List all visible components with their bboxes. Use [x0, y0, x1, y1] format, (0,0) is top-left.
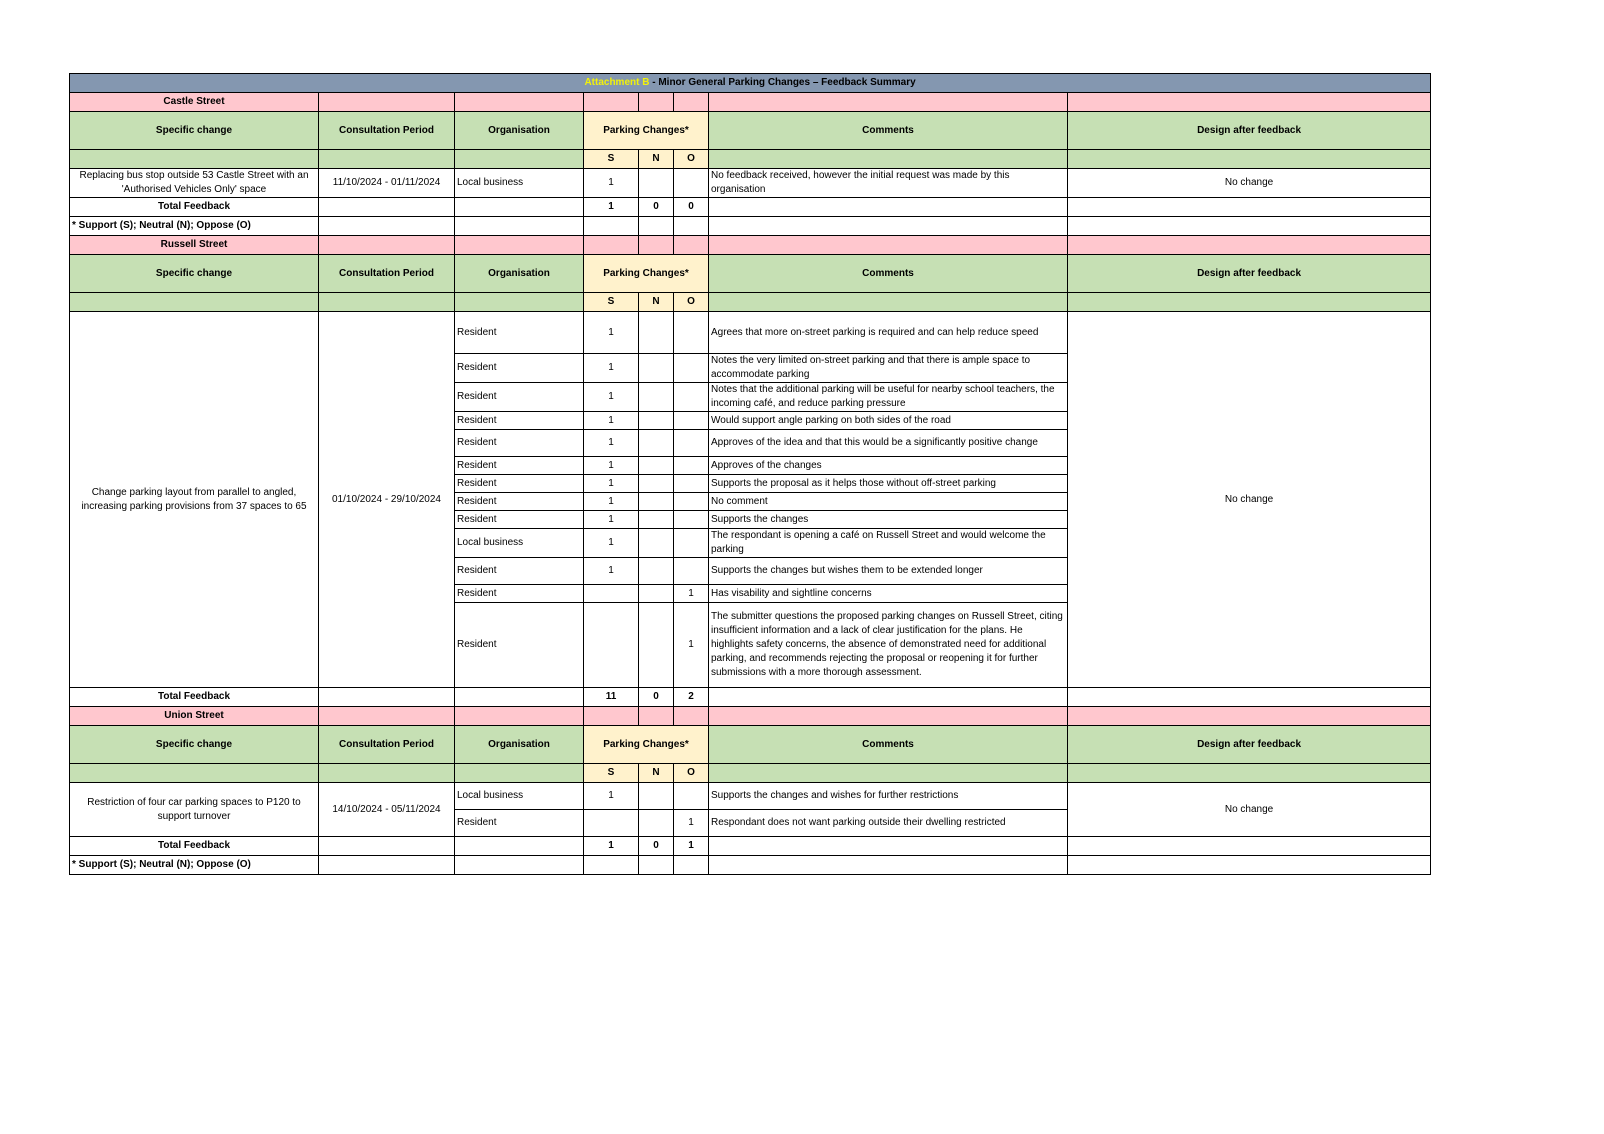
empty-cell: [709, 837, 1068, 856]
header-oppose: O: [674, 764, 709, 783]
header-support: S: [584, 764, 639, 783]
organisation-cell: Resident: [455, 412, 584, 430]
empty-cell: [639, 93, 674, 112]
empty-cell: [70, 764, 319, 783]
header-organisation: Organisation: [455, 112, 584, 150]
comment-cell: Supports the proposal as it helps those without off-street parking: [709, 475, 1068, 493]
organisation-cell: Resident: [455, 457, 584, 475]
legend-note: * Support (S); Neutral (N); Oppose (O): [70, 856, 319, 875]
neutral-count: [639, 430, 674, 457]
comment-cell: Approves of the changes: [709, 457, 1068, 475]
empty-cell: [319, 688, 455, 707]
design-after-feedback-cell: No change: [1068, 169, 1431, 198]
empty-cell: [455, 764, 584, 783]
empty-cell: [1068, 764, 1431, 783]
empty-cell: [1068, 856, 1431, 875]
empty-cell: [1068, 707, 1431, 726]
total-neutral: 0: [639, 837, 674, 856]
support-count: 1: [584, 312, 639, 354]
empty-cell: [1068, 236, 1431, 255]
empty-cell: [709, 707, 1068, 726]
sno-header-row: [70, 150, 1431, 169]
support-count: 1: [584, 783, 639, 810]
neutral-count: [639, 511, 674, 529]
neutral-count: [639, 475, 674, 493]
empty-cell: [70, 293, 319, 312]
comment-cell: No feedback received, however the initial request was made by this organisation: [709, 169, 1068, 198]
page-title: [70, 74, 1431, 93]
feedback-row: [70, 783, 1431, 810]
comment-cell: The submitter questions the proposed parking changes on Russell Street, citing insufficient information and a lack of clear justification for the plans. He highlights safety concerns, the absence of demonstrated need for additional parking, and recommends rejecting the proposal or reopening it for further submissions with a more thorough assessment.: [709, 603, 1068, 688]
empty-cell: [1068, 198, 1431, 217]
organisation-cell: Resident: [455, 475, 584, 493]
empty-cell: [455, 837, 584, 856]
neutral-count: [639, 312, 674, 354]
empty-cell: [674, 707, 709, 726]
comment-cell: Approves of the idea and that this would be a significantly positive change: [709, 430, 1068, 457]
total-support: 1: [584, 837, 639, 856]
empty-cell: [1068, 837, 1431, 856]
column-header-row: [70, 726, 1431, 764]
organisation-cell: Resident: [455, 354, 584, 383]
organisation-cell: Resident: [455, 810, 584, 837]
neutral-count: [639, 383, 674, 412]
total-feedback-label: Total Feedback: [70, 688, 319, 707]
feedback-row: [70, 169, 1431, 198]
support-count: 1: [584, 457, 639, 475]
empty-cell: [455, 217, 584, 236]
header-design-after-feedback: Design after feedback: [1068, 255, 1431, 293]
comment-cell: No comment: [709, 493, 1068, 511]
empty-cell: [1068, 150, 1431, 169]
support-count: [584, 810, 639, 837]
oppose-count: 1: [674, 810, 709, 837]
header-parking-changes: Parking Changes*: [584, 112, 709, 150]
support-count: 1: [584, 383, 639, 412]
neutral-count: [639, 810, 674, 837]
consultation-period-cell: 11/10/2024 - 01/11/2024: [319, 169, 455, 198]
specific-change-cell: Replacing bus stop outside 53 Castle Street with an 'Authorised Vehicles Only' space: [70, 169, 319, 198]
header-specific-change: Specific change: [70, 112, 319, 150]
support-count: 1: [584, 412, 639, 430]
total-feedback-label: Total Feedback: [70, 837, 319, 856]
organisation-cell: Resident: [455, 603, 584, 688]
empty-cell: [455, 198, 584, 217]
total-oppose: 0: [674, 198, 709, 217]
empty-cell: [639, 217, 674, 236]
header-design-after-feedback: Design after feedback: [1068, 726, 1431, 764]
total-feedback-row: [70, 198, 1431, 217]
header-design-after-feedback: Design after feedback: [1068, 112, 1431, 150]
consultation-period-cell: 01/10/2024 - 29/10/2024: [319, 312, 455, 688]
total-feedback-row: [70, 688, 1431, 707]
header-neutral: N: [639, 293, 674, 312]
oppose-count: [674, 383, 709, 412]
oppose-count: [674, 493, 709, 511]
comment-cell: Respondant does not want parking outside their dwelling restricted: [709, 810, 1068, 837]
empty-cell: [319, 150, 455, 169]
support-count: 1: [584, 475, 639, 493]
empty-cell: [455, 707, 584, 726]
feedback-summary-table: [69, 73, 1431, 875]
design-after-feedback-cell: No change: [1068, 783, 1431, 837]
sno-header-row: [70, 764, 1431, 783]
empty-cell: [709, 217, 1068, 236]
header-parking-changes: Parking Changes*: [584, 255, 709, 293]
empty-cell: [584, 93, 639, 112]
empty-cell: [319, 293, 455, 312]
support-count: 1: [584, 430, 639, 457]
header-specific-change: Specific change: [70, 726, 319, 764]
comment-cell: Has visability and sightline concerns: [709, 585, 1068, 603]
header-neutral: N: [639, 764, 674, 783]
legend-note-row: [70, 856, 1431, 875]
oppose-count: [674, 412, 709, 430]
header-comments: Comments: [709, 255, 1068, 293]
organisation-cell: Local business: [455, 783, 584, 810]
empty-cell: [455, 856, 584, 875]
empty-cell: [709, 856, 1068, 875]
specific-change-cell: Change parking layout from parallel to angled, increasing parking provisions from 37 spaces to 65: [70, 312, 319, 688]
empty-cell: [319, 856, 455, 875]
oppose-count: [674, 783, 709, 810]
oppose-count: [674, 558, 709, 585]
organisation-cell: Resident: [455, 312, 584, 354]
oppose-count: [674, 475, 709, 493]
support-count: 1: [584, 169, 639, 198]
street-row: [70, 236, 1431, 255]
empty-cell: [674, 856, 709, 875]
empty-cell: [70, 150, 319, 169]
title-highlight: Attachment B: [584, 77, 650, 88]
empty-cell: [319, 837, 455, 856]
support-count: 1: [584, 511, 639, 529]
organisation-cell: Local business: [455, 529, 584, 558]
empty-cell: [709, 198, 1068, 217]
empty-cell: [319, 707, 455, 726]
header-organisation: Organisation: [455, 726, 584, 764]
header-specific-change: Specific change: [70, 255, 319, 293]
empty-cell: [319, 764, 455, 783]
comment-cell: Supports the changes and wishes for further restrictions: [709, 783, 1068, 810]
neutral-count: [639, 354, 674, 383]
street-name: Russell Street: [70, 236, 319, 255]
empty-cell: [1068, 217, 1431, 236]
empty-cell: [455, 236, 584, 255]
comment-cell: Supports the changes but wishes them to be extended longer: [709, 558, 1068, 585]
empty-cell: [319, 236, 455, 255]
feedback-row: [70, 312, 1431, 354]
oppose-count: 1: [674, 603, 709, 688]
empty-cell: [709, 150, 1068, 169]
neutral-count: [639, 169, 674, 198]
organisation-cell: Resident: [455, 493, 584, 511]
neutral-count: [639, 603, 674, 688]
street-row: [70, 93, 1431, 112]
header-consultation-period: Consultation Period: [319, 112, 455, 150]
specific-change-cell: Restriction of four car parking spaces to P120 to support turnover: [70, 783, 319, 837]
comment-cell: The respondant is opening a café on Russell Street and would welcome the parking: [709, 529, 1068, 558]
legend-note: * Support (S); Neutral (N); Oppose (O): [70, 217, 319, 236]
column-header-row: [70, 255, 1431, 293]
title-text: - Minor General Parking Changes – Feedback Summary: [649, 77, 916, 88]
comment-cell: Would support angle parking on both sides of the road: [709, 412, 1068, 430]
neutral-count: [639, 457, 674, 475]
organisation-cell: Local business: [455, 169, 584, 198]
oppose-count: 1: [674, 585, 709, 603]
organisation-cell: Resident: [455, 430, 584, 457]
organisation-cell: Resident: [455, 585, 584, 603]
design-after-feedback-cell: No change: [1068, 312, 1431, 688]
total-support: 11: [584, 688, 639, 707]
empty-cell: [1068, 93, 1431, 112]
empty-cell: [584, 707, 639, 726]
neutral-count: [639, 783, 674, 810]
empty-cell: [1068, 293, 1431, 312]
header-consultation-period: Consultation Period: [319, 726, 455, 764]
oppose-count: [674, 312, 709, 354]
organisation-cell: Resident: [455, 383, 584, 412]
empty-cell: [319, 217, 455, 236]
neutral-count: [639, 558, 674, 585]
empty-cell: [709, 236, 1068, 255]
empty-cell: [584, 217, 639, 236]
empty-cell: [1068, 688, 1431, 707]
empty-cell: [584, 236, 639, 255]
total-feedback-row: [70, 837, 1431, 856]
support-count: 1: [584, 558, 639, 585]
header-comments: Comments: [709, 112, 1068, 150]
header-consultation-period: Consultation Period: [319, 255, 455, 293]
street-name: Castle Street: [70, 93, 319, 112]
empty-cell: [709, 93, 1068, 112]
empty-cell: [455, 93, 584, 112]
oppose-count: [674, 354, 709, 383]
oppose-count: [674, 511, 709, 529]
header-parking-changes: Parking Changes*: [584, 726, 709, 764]
empty-cell: [639, 707, 674, 726]
street-name: Union Street: [70, 707, 319, 726]
empty-cell: [639, 236, 674, 255]
empty-cell: [455, 150, 584, 169]
header-oppose: O: [674, 293, 709, 312]
empty-cell: [674, 93, 709, 112]
support-count: 1: [584, 493, 639, 511]
total-oppose: 1: [674, 837, 709, 856]
total-support: 1: [584, 198, 639, 217]
column-header-row: [70, 112, 1431, 150]
header-support: S: [584, 293, 639, 312]
header-organisation: Organisation: [455, 255, 584, 293]
empty-cell: [674, 236, 709, 255]
comment-cell: Notes the very limited on-street parking and that there is ample space to accommodate parking: [709, 354, 1068, 383]
header-comments: Comments: [709, 726, 1068, 764]
total-neutral: 0: [639, 688, 674, 707]
total-neutral: 0: [639, 198, 674, 217]
neutral-count: [639, 412, 674, 430]
support-count: [584, 585, 639, 603]
sno-header-row: [70, 293, 1431, 312]
empty-cell: [709, 293, 1068, 312]
total-feedback-label: Total Feedback: [70, 198, 319, 217]
total-oppose: 2: [674, 688, 709, 707]
empty-cell: [455, 688, 584, 707]
header-oppose: O: [674, 150, 709, 169]
support-count: 1: [584, 529, 639, 558]
empty-cell: [319, 93, 455, 112]
oppose-count: [674, 169, 709, 198]
empty-cell: [709, 688, 1068, 707]
empty-cell: [639, 856, 674, 875]
empty-cell: [674, 217, 709, 236]
legend-note-row: [70, 217, 1431, 236]
empty-cell: [709, 764, 1068, 783]
header-support: S: [584, 150, 639, 169]
neutral-count: [639, 585, 674, 603]
empty-cell: [584, 856, 639, 875]
comment-cell: Agrees that more on-street parking is required and can help reduce speed: [709, 312, 1068, 354]
oppose-count: [674, 529, 709, 558]
consultation-period-cell: 14/10/2024 - 05/11/2024: [319, 783, 455, 837]
organisation-cell: Resident: [455, 558, 584, 585]
oppose-count: [674, 430, 709, 457]
title-row: [70, 74, 1431, 93]
street-row: [70, 707, 1431, 726]
comment-cell: Supports the changes: [709, 511, 1068, 529]
header-neutral: N: [639, 150, 674, 169]
support-count: 1: [584, 354, 639, 383]
empty-cell: [455, 293, 584, 312]
organisation-cell: Resident: [455, 511, 584, 529]
oppose-count: [674, 457, 709, 475]
neutral-count: [639, 529, 674, 558]
neutral-count: [639, 493, 674, 511]
empty-cell: [319, 198, 455, 217]
comment-cell: Notes that the additional parking will be useful for nearby school teachers, the incoming café, and reduce parking pressure: [709, 383, 1068, 412]
support-count: [584, 603, 639, 688]
